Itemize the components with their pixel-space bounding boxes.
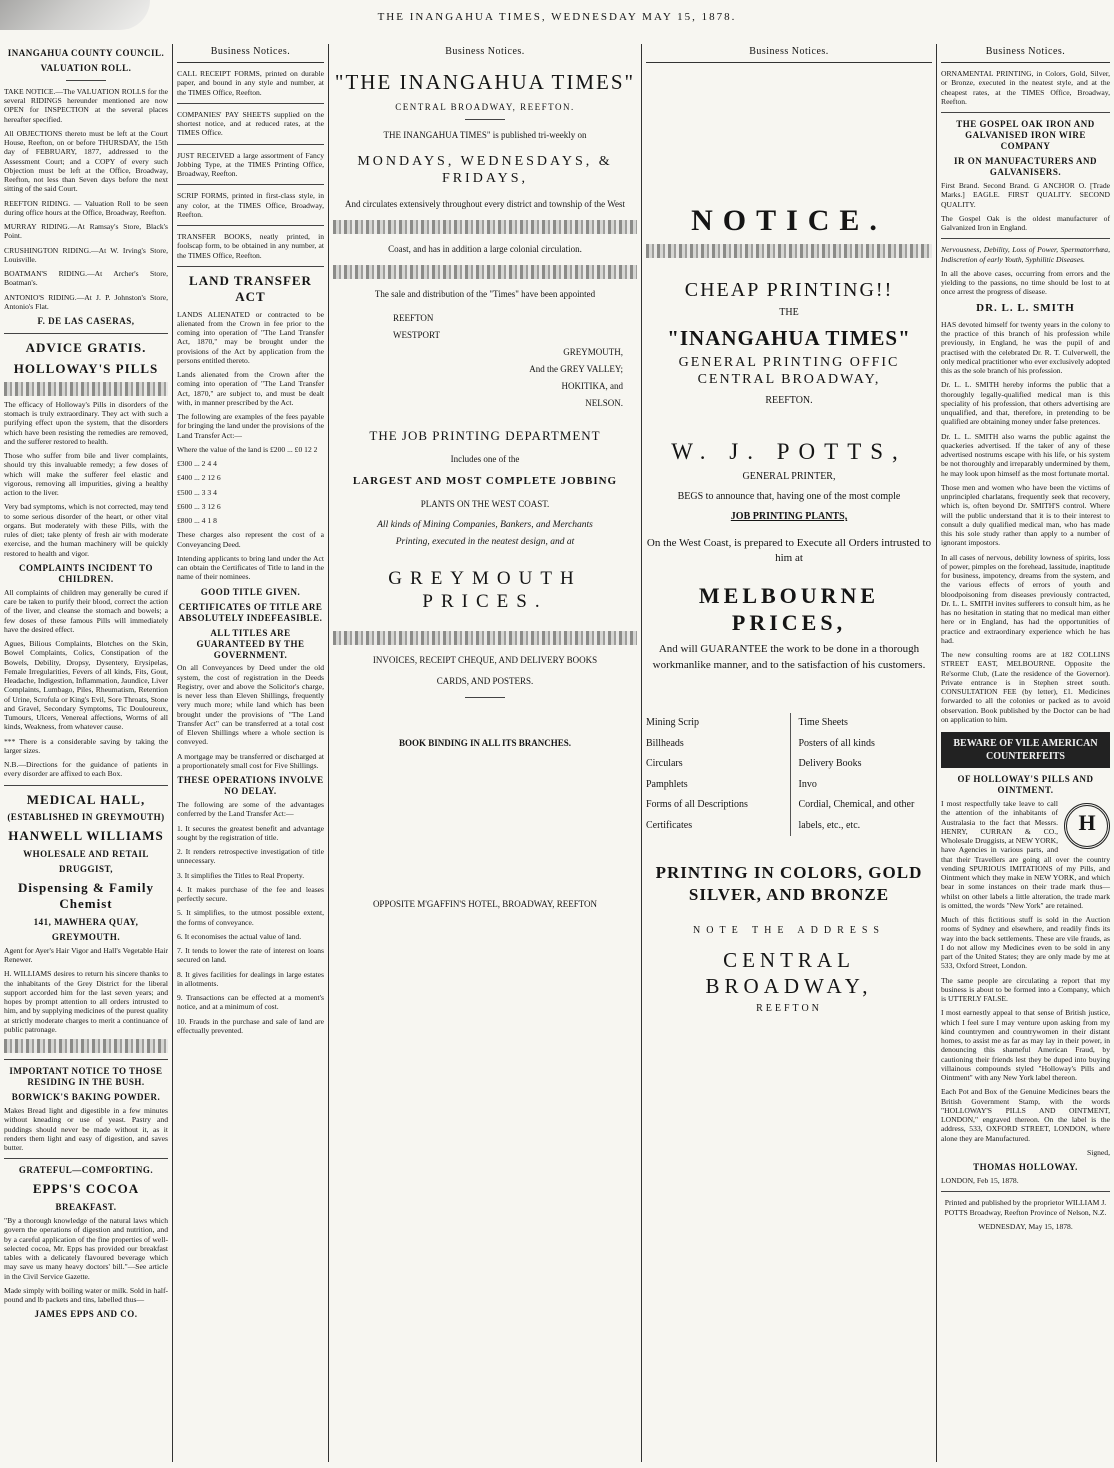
- disease-list: Agues, Bilious Complaints, Blotches on the Skin, Bowel Complaints, Colics, Constipation of the Bowels, Debility, Dropsy, Dysentery, Erysipelas, Female Irregularities, Fevers of all kinds, Fits, Gout, Headache, Indigestion, Inflammation, Jaundice, Liver Complaints, Lumbago, Piles, Rheumatism, Retention of Urine, Scrofula or King's Evil, Sore Throats, Stone and Gravel, Secondary Symptoms, Tic Douloureux, Tumours, Ulcers, Venereal affections, Worms of all kinds, Weakness, from whatever cause.: [4, 639, 168, 732]
- gospel-sub: IR ON MANUFACTURERS AND GALVANISERS.: [953, 156, 1098, 178]
- guarantee-text: And will GUARANTEE the work to be done in a thorough workmanlike manner, and to the satisfaction of his customers.: [652, 643, 926, 671]
- riding-item: ANTONIO'S RIDING.—At J. P. Johnston's Store, Antonio's Flat.: [4, 292, 168, 311]
- williams-text: H. WILLIAMS desires to return his sincere thanks to the inhabitants of the Grey District for the liberal support accorded him for the last seven years; and hopes by prompt attention to all orders intrusted to him, and by supplying medicines of the purest quality at strictly moderate charges to merit a continuance of public patronage.: [4, 969, 168, 1034]
- agency-places: [393, 310, 637, 413]
- riding-item: MURRAY RIDING.—At Ramsay's Store, Black's Point.: [4, 222, 168, 241]
- times-title: "INANGAHUA TIMES": [667, 326, 911, 351]
- work-item: Circulars: [646, 758, 683, 770]
- work-item: Time Sheets: [798, 717, 848, 729]
- divider: [177, 266, 324, 267]
- holloway-text: I most earnestly appeal to that sense of British justice, which I feel sure I may venture upon asking from my kind countrymen and countrywomen in their distant homes, to assist me as far as may lay in their power, in denouncing this shameful American Fraud, by cautioning their friends lest they be duped into buying villainous compounds styled "Holloway's Pills and Ointment" with any New York label thereon.: [941, 1008, 1110, 1083]
- smudged-print: [333, 265, 637, 279]
- epps-text: "By a thorough knowledge of the natural laws which govern the operations of digestion and nutrition, and by a careful application of the fine properties of well-selected cocoa, Mr. Epps has provided our breakfast tables with a delicately flavoured beverage which may save us many heavy doctors' bill."—See article in the Civil Service Gazette.: [4, 1216, 168, 1281]
- column-1: [0, 44, 172, 1462]
- saving-note: *** There is a considerable saving by taking the larger sizes.: [4, 736, 168, 755]
- column-heading: Business Notices.: [445, 46, 525, 57]
- doctor-text: Dr. L. L. SMITH also warns the public against the quackeries advertised. If the taker of any of these advertised nostrums escape with his life, or his system be not thoroughly and irreparably undermined by them, he may look upon himself as the most fortunate mortal.: [941, 431, 1110, 478]
- printer-label: GENERAL PRINTER,: [742, 470, 836, 482]
- printing-office-heading: GENERAL PRINTING OFFIC: [678, 354, 900, 370]
- doctor-text: In all cases of nervous, debility lowness of spirits, loss of power, pimples on the forehead, lassitude, inaptitude for business, impotency, dreams from the system, and the various effects of errors of youth and bloodpoisoning from diseases previously contracted, Dr. L. L. SMITH invites sufferers to consult him, as he has no hesitation in stating that no medical man either here or in England, has had the opportunities of practice and extraordinary experience which he has had.: [941, 552, 1110, 645]
- largest-text: LARGEST AND MOST COMPLETE JOBBING: [352, 475, 618, 488]
- holloway-text: The same people are circulating a report that my business is about to be formed into a Company, which is UTTERLY FALSE.: [941, 975, 1110, 1004]
- grateful-heading: GRATEFUL—COMFORTING.: [18, 1165, 154, 1176]
- riding-item: BOATMAN'S RIDING.—At Archer's Store, Boatman's.: [4, 269, 168, 288]
- council-signature: F. DE LAS CASERAS,: [37, 316, 135, 327]
- column-heading: Business Notices.: [941, 46, 1110, 63]
- holloway-heading: OF HOLLOWAY'S PILLS AND OINTMENT.: [957, 774, 1094, 796]
- work-item: Forms of all Descriptions: [646, 799, 748, 811]
- advantage-item: 7. It tends to lower the rate of interest on loans secured on land.: [177, 946, 324, 965]
- sale-text: The sale and distribution of the "Times" have been appointed: [374, 288, 596, 299]
- fee-row: £400 ... 2 12 6: [177, 473, 221, 483]
- work-list-right: [790, 713, 933, 836]
- smudged-print: [333, 220, 637, 234]
- call-receipt-ad: CALL RECEIPT FORMS, printed on durable paper, and bound in any style and number, at the TIMES Office, Reefton.: [177, 69, 324, 97]
- place-item: GREYMOUTH,: [563, 346, 623, 357]
- doctor-heading: DR. L. L. SMITH: [976, 301, 1075, 314]
- work-list-left: [646, 713, 780, 836]
- borwick-heading: BORWICK'S BAKING POWDER.: [11, 1092, 161, 1103]
- divider: [177, 103, 324, 104]
- invoices-text: INVOICES, RECEIPT CHEQUE, AND DELIVERY BOOKS: [372, 655, 598, 666]
- holloway-text: Very bad symptoms, which is not corrected, may tend to some serious disorder of the heart, or other vital organs. But moderately with these Pills, with the rules of diet; take plenty of fresh air with moderate exercise, and the human machinery will be quickly restored to health and vigor.: [4, 502, 168, 558]
- work-item: Pamphlets: [646, 778, 688, 790]
- riding-item: CRUSHINGTON RIDING.—At W. Irving's Store, Louisville.: [4, 245, 168, 264]
- doctor-text: HAS devoted himself for twenty years in the colony to the practice of this branch of his profession while previously, in England, he was the pupil of and practised with the celebrated Dr. R. T. Culverwell, the only medical practitioner who ever exclusively adopted this as the sole branch of his profession.: [941, 319, 1110, 376]
- place-item: HOKITIKA, and: [561, 381, 623, 392]
- doctor-text: Those men and women who have been the victims of unprincipled charlatans, frequently seek that recovery, which is, often beyond Dr. SMITH'S control. Where will the public understand that it is to their interest to consult a duly qualified medical man, who has made this his sole study rather than apply to a number of ignorant impostors.: [941, 482, 1110, 548]
- holloway-text: Those who suffer from bile and liver complaints, should try this invaluable remedy; a few doses of which will make the sufferer feel elastic and vigorous, removing all impurities, giving a healthy action to the liver.: [4, 451, 168, 498]
- nervousness-text: Nervousness, Debility, Loss of Power, Spermatorrhœa, Indiscretion of early Youth, Syphilitic Diseases.: [941, 245, 1110, 264]
- plants-text: JOB PRINTING PLANTS,: [730, 510, 848, 522]
- fee-row: £600 ... 3 12 6: [177, 501, 221, 511]
- holloway-text: Much of this fictitious stuff is sold in the Auction rooms of Sydney and elsewhere, and readily finds its way into the back settlements. These are vile frauds, as I do not allow my Medicines even to be sold in any part of the United States; they are only made by me at 533, Oxford Street, London.: [941, 915, 1110, 971]
- greymouth-label: GREYMOUTH.: [51, 931, 121, 942]
- advantage-item: 9. Transactions can be effected at a moment's notice, and at a minimum of cost.: [177, 993, 324, 1012]
- published-text: THE INANGAHUA TIMES" is published tri-weekly on: [383, 129, 587, 140]
- applicants-text: Intending applicants to bring land under the Act can obtain the Certificates of Title to land in the name of their nominees.: [177, 553, 324, 582]
- smudged-print: [333, 631, 637, 645]
- objections-notice: All OBJECTIONS thereto must be left at the Court House, Reefton, on or before THURSDAY, the 15th day of FEBRUARY, 1877, addressed to the Assessment Court; and a COPY of every such Objection must be left at the Office, Broadway, Reefton, not less than Seven days before the next sitting of the said Court.: [4, 128, 168, 194]
- children-text: All complaints of children may generally be cured if care be taken to purify their blood, correct the action of the liver, and cleanse the stomach and bowels; a few doses of these famous Pills will immediately have the desired effect.: [4, 587, 168, 634]
- work-list: [646, 713, 932, 836]
- doctor-text: Dr. L. L. SMITH hereby informs the public that a thoroughly legally-qualified medical man is this speciality of his profession, that others advertising are unqualified, and that, therefore, in pretending to be qualified are obtaining money under false pretences.: [941, 380, 1110, 427]
- children-heading: COMPLAINTS INCIDENT TO CHILDREN.: [18, 562, 154, 584]
- includes-text: Includes one of the: [450, 454, 520, 465]
- advantage-item: 6. It economises the actual value of land.: [177, 931, 302, 941]
- central-broadway: CENTRAL BROADWAY,: [705, 948, 873, 998]
- valuation-notice: TAKE NOTICE.—The VALUATION ROLLS for the several RIDINGS hereunder mentioned are now OPEN for INSPECTION at the several places hereafter specified.: [4, 86, 168, 124]
- advantage-item: 5. It simplifies, to the utmost possible extent, the forms of conveyance.: [177, 908, 324, 927]
- the-label: THE: [779, 307, 799, 319]
- date-label: LONDON, Feb 15, 1878.: [941, 1176, 1019, 1186]
- begs-text: BEGS to announce that, having one of the most comple: [677, 490, 901, 502]
- divider: [66, 80, 106, 81]
- fees-intro: The following are examples of the fees payable for bringing the land under the provisions of the Land Transfer Act:—: [177, 412, 324, 440]
- smudged-print: [646, 244, 932, 258]
- place-item: NELSON.: [585, 398, 623, 409]
- potts-heading: W. J. POTTS,: [671, 438, 907, 464]
- column-heading: Business Notices.: [646, 46, 932, 63]
- fee-row: £800 ... 4 1 8: [177, 516, 217, 526]
- smudged-print: [4, 1039, 168, 1053]
- important-heading: IMPORTANT NOTICE TO THOSE RESIDING IN THE BUSH.: [9, 1066, 163, 1088]
- divider: [4, 785, 168, 786]
- oldest-text: The Gospel Oak is the oldest manufacturer of Galvanized Iron in England.: [941, 213, 1110, 233]
- established-note: (ESTABLISHED IN GREYMOUTH): [7, 812, 165, 823]
- directions-note: N.B.—Directions for the guidance of patients in every disorder are affixed to each Box.: [4, 760, 168, 779]
- advantage-item: 10. Frauds in the purchase and sale of land are effectually prevented.: [177, 1016, 324, 1035]
- times-title: "THE INANGAHUA TIMES": [334, 70, 636, 95]
- column-heading: Business Notices.: [177, 46, 324, 63]
- certificates-heading: CERTIFICATES OF TITLE ARE ABSOLUTELY INDEFEASIBLE.: [178, 601, 323, 623]
- mortgage-text: A mortgage may be transferred or discharged at a proportionately small cost for Five Shillings.: [177, 751, 324, 770]
- holloway-text: I most respectfully take leave to call the attention of the inhabitants of Australasia to the fact that Messrs. HENRY, CURRAN & CO., Wholesale Druggists, at NEW YORK, have Agencies in various parts, and that their Travellers are going all over the country vending SPURIOUS IMITATIONS of my Pills, and Ointment which they make in NEW YORK, and which bear in some instances on their trade mark thus— whilst on other labels a little alteration, the trade mark is omitted, the words "New York" are retained.: [941, 799, 1110, 910]
- made-text: Made simply with boiling water or milk. Sold in half-pound and lb packets and tins, labelled thus—: [4, 1285, 168, 1305]
- column-4: [641, 44, 936, 1462]
- work-item: Posters of all kinds: [798, 737, 875, 749]
- column-3: [328, 44, 641, 1462]
- guaranteed-heading: ALL TITLES ARE GUARANTEED BY THE GOVERNMENT.: [196, 627, 305, 660]
- greymouth-prices: GREYMOUTH PRICES.: [388, 567, 582, 612]
- imprint-date: WEDNESDAY, May 15, 1878.: [978, 1221, 1073, 1231]
- holloway-text: The efficacy of Holloway's Pills in disorders of the stomach is truly extraordinary. They act with such a purifying effect upon the system, that the disorders which have been resisting the remedies are removed, and the sufferer restored to health.: [4, 399, 168, 446]
- divider: [4, 1059, 168, 1060]
- pay-sheets-ad: COMPANIES' PAY SHEETS supplied on the shortest notice, and at reduced rates, at the TIMES Office.: [177, 109, 324, 138]
- melbourne-prices: MELBOURNE PRICES,: [698, 582, 880, 635]
- transfer-books-ad: TRANSFER BOOKS, neatly printed, in foolscap form, to be obtained in any number, at the TIMES Office, Reefton.: [177, 232, 324, 260]
- land-transfer-text: LANDS ALIENATED or contracted to be alienated from the Crown in fee prior to the coming into operation of "The Land Transfer Act, 1870," may be brought under the provisions of the Act by application from the persons entitled thereto.: [177, 309, 324, 365]
- reefton-label: REEFTON: [756, 1002, 822, 1014]
- work-item: Cordial, Chemical, and other: [798, 799, 915, 811]
- binding-text: BOOK BINDING IN ALL ITS BRANCHES.: [398, 738, 572, 748]
- jobbing-type-ad: JUST RECEIVED a large assortment of Fancy Jobbing Type, at the TIMES Printing Office, Broadway, Reefton.: [177, 150, 324, 179]
- column-2: [172, 44, 328, 1462]
- valuation-roll-heading: VALUATION ROLL.: [40, 62, 132, 73]
- brands-text: First Brand. Second Brand. G ANCHOR O. [Trade Marks.] EAGLE. FIRST QUALITY. SECOND QUALITY.: [941, 181, 1110, 209]
- divider: [4, 1158, 168, 1159]
- divider: [941, 1191, 1110, 1192]
- imprint-text: Printed and published by the proprietor WILLIAM J. POTTS Broadway, Reefton Province of Nelson, N.Z.: [944, 1198, 1107, 1217]
- breakfast-label: BREAKFAST.: [55, 1202, 117, 1213]
- advantage-item: 3. It simplifies the Titles to Real Property.: [177, 870, 305, 880]
- place-item: REEFTON: [393, 312, 434, 323]
- coast-text: Coast, and has in addition a large colonial circulation.: [388, 243, 582, 254]
- page-masthead: THE INANGAHUA TIMES, WEDNESDAY MAY 15, 1878.: [377, 11, 737, 23]
- address-footer: OPPOSITE M'GAFFIN'S HOTEL, BROADWAY, REEFTON: [372, 898, 598, 909]
- land-transfer-heading: LAND TRANSFER ACT: [189, 272, 312, 304]
- advice-heading: ADVICE GRATIS.: [25, 340, 147, 356]
- gospel-oak-heading: THE GOSPEL OAK IRON AND GALVANISED IRON WIRE COMPANY: [956, 119, 1095, 152]
- scrip-forms-ad: SCRIP FORMS, printed in first-class style, in any color, at the TIMES Office, Broadway, Reefton.: [177, 191, 324, 219]
- hanwell-heading: HANWELL WILLIAMS: [8, 828, 164, 844]
- kinds-text: All kinds of Mining Companies, Bankers, and Merchants: [377, 519, 593, 530]
- circulation-text: And circulates extensively throughout every district and township of the West: [344, 198, 626, 209]
- council-heading: INANGAHUA COUNTY COUNCIL.: [7, 48, 165, 58]
- note-address: NOTE THE ADDRESS: [693, 925, 885, 937]
- notice-heading: NOTICE.: [691, 204, 887, 238]
- above-text: In all the above cases, occurring from errors and the yielding to the passions, no time should be lost to at once arrest the progress of disease.: [941, 268, 1110, 297]
- epps-signature: JAMES EPPS AND CO.: [34, 1309, 138, 1320]
- reefton-label: REEFTON.: [765, 394, 813, 406]
- place-item: And the GREY VALLEY;: [529, 364, 623, 375]
- work-item: labels, etc., etc.: [798, 819, 861, 831]
- conveyances-text: On all Conveyances by Deed under the old system, the cost of registration in the Deeds Registry, over and above the Solicitor's charge, is never less than Eleven Shillings, frequently very much more; while land which has been brought under the provisions of "The Land Transfer Act" can be transferred at a total cost of Eleven Shillings where a whole section is conveyed.: [177, 663, 324, 747]
- work-item: Certificates: [646, 819, 693, 831]
- advantages-intro: The following are some of the advantages conferred by the Land Transfer Act:—: [177, 800, 324, 819]
- no-delay-heading: THESE OPERATIONS INVOLVE NO DELAY.: [177, 775, 324, 797]
- trade-mark-h-icon: H: [1064, 803, 1110, 849]
- divider: [941, 238, 1110, 239]
- fee-row: £500 ... 3 3 4: [177, 487, 217, 497]
- beware-banner: BEWARE OF VILE AMERICAN COUNTERFEITS: [941, 732, 1110, 768]
- dispensing-heading: Dispensing & Family Chemist: [17, 880, 154, 912]
- divider: [941, 112, 1110, 113]
- broadway-label: CENTRAL BROADWAY,: [697, 371, 881, 387]
- work-item: Mining Scrip: [646, 717, 700, 729]
- medical-hall-heading: MEDICAL HALL,: [26, 791, 146, 807]
- colors-heading: PRINTING IN COLORS, GOLD SILVER, AND BRONZE: [655, 863, 923, 905]
- riding-item: REEFTON RIDING. — Valuation Roll to be seen during office hours at the Office, Broadway, Reefton.: [4, 198, 168, 217]
- epps-heading: EPPS'S COCOA: [32, 1181, 140, 1197]
- doctor-text: The new consulting rooms are at 182 COLLINS STREET EAST, MELBOURNE. Opposite the Re'sorme Club, (Late the residence of the Governor). Private entrance is in Stephen street south. CONSULTATION FEE (by letter), £1. Medicines forwarded to all the colonies or packed as to avoid observation. Book published by the Doctor can be had on application to him.: [941, 650, 1110, 724]
- wholesale-label: WHOLESALE AND RETAIL: [23, 849, 149, 860]
- quay-address: 141, MAWHERA QUAY,: [33, 916, 139, 927]
- advantage-item: 2. It renders retrospective investigation of title unnecessary.: [177, 847, 324, 866]
- holloway-heading: HOLLOWAY'S PILLS: [13, 361, 159, 377]
- divider: [4, 333, 168, 334]
- plants-text: PLANTS ON THE WEST COAST.: [420, 498, 550, 509]
- coast-text: On the West Coast, is prepared to Execute all Orders intrusted to him at: [646, 536, 932, 565]
- work-item: Delivery Books: [798, 758, 862, 770]
- cards-text: CARDS, AND POSTERS.: [436, 676, 534, 687]
- smudged-print: [4, 382, 168, 396]
- signed-label: Signed,: [1087, 1147, 1110, 1157]
- column-5: [936, 44, 1114, 1462]
- advantage-item: 8. It gives facilities for dealings in large estates in allotments.: [177, 969, 324, 988]
- agent-text: Agent for Ayer's Hair Vigor and Hall's Vegetable Hair Renewer.: [4, 945, 168, 965]
- land-transfer-text: Lands alienated from the Crown after the coming into operation of "The Land Transfer Act, 1870," are subject to, and must be dealt with, in manner prescribed by the Act.: [177, 370, 324, 407]
- job-dept-heading: THE JOB PRINTING DEPARTMENT: [369, 428, 601, 444]
- divider: [177, 144, 324, 145]
- times-address: CENTRAL BROADWAY, REEFTON.: [395, 101, 575, 112]
- place-item: WESTPORT: [393, 329, 440, 340]
- printing-text: Printing, executed in the neatest design, and at: [395, 537, 575, 548]
- work-item: Invo: [798, 778, 817, 790]
- divider: [465, 697, 505, 698]
- good-title-heading: GOOD TITLE GIVEN.: [200, 586, 301, 597]
- druggist-label: DRUGGIST,: [58, 864, 114, 875]
- cheap-printing-heading: CHEAP PRINTING!!: [684, 278, 894, 301]
- fee-row: Where the value of the land is £200 ... £0 12 2: [177, 444, 318, 454]
- holloway-text: Each Pot and Box of the Genuine Medicines bears the British Government Stamp, with the words "HOLLOWAY'S PILLS AND OINTMENT, LONDON," engraved thereon. On the label is the address, 533, OXFORD STREET, LONDON, where alone they are Manufactured.: [941, 1087, 1110, 1143]
- publication-days: MONDAYS, WEDNESDAYS, & FRIDAYS,: [357, 153, 613, 186]
- fee-row: £300 ... 2 4 4: [177, 459, 217, 469]
- divider: [177, 225, 324, 226]
- divider: [177, 184, 324, 185]
- ornamental-ad: ORNAMENTAL PRINTING, in Colors, Gold, Silver, or Bronze, executed in the neatest style, and at the cheapest rates, at the TIMES Office, Broadway, Reefton.: [941, 69, 1110, 106]
- advantage-item: 1. It secures the greatest benefit and advantage sought by the registration of title.: [177, 823, 324, 842]
- borwick-text: Makes Bread light and digestible in a few minutes without kneading or use of yeast. Pastry and puddings should never be made without it, as it renders them light and easy of digestion, and saves butter.: [4, 1106, 168, 1152]
- holloway-signature: THOMAS HOLLOWAY.: [973, 1162, 1078, 1173]
- work-item: Billheads: [646, 737, 684, 749]
- divider: [465, 119, 505, 120]
- charges-text: These charges also represent the cost of a Conveyancing Deed.: [177, 530, 324, 549]
- advantage-item: 4. It makes purchase of the fee and leases perfectly secure.: [177, 884, 324, 904]
